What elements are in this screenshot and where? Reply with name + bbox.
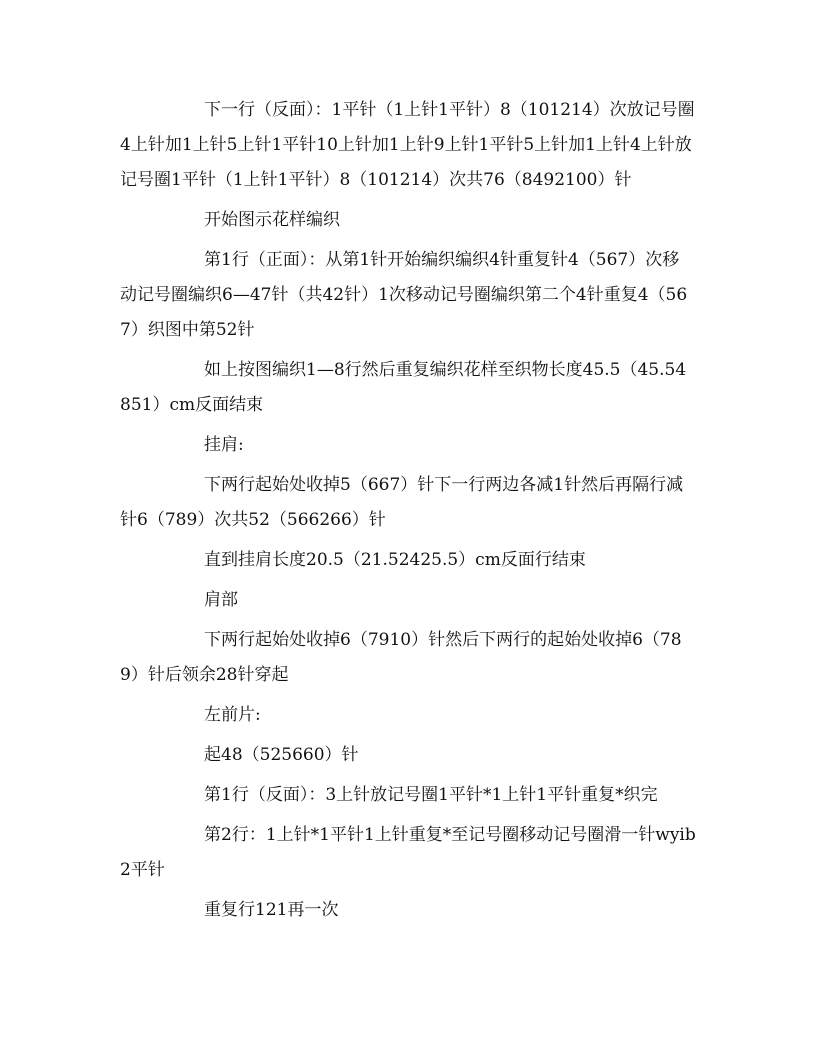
heading-shoulder: 肩部 — [204, 590, 238, 610]
paragraph-left-row-1: 第1行（反面）：3上针放记号圈1平针*1上针1平针重复*织完 — [204, 785, 658, 805]
paragraph-left-row-2: 第2行：1上针*1平针1上针重复*至记号圈移动记号圈滑一针wyib2平针 — [120, 825, 696, 880]
paragraph-repeat-row: 重复行121再一次 — [204, 900, 339, 920]
paragraph-next-row-wrong-side: 下一行（反面）：1平针（1上针1平针）8（101214）次放记号圈4上针加1上针5上针1平针10上针加1上针9上针1平针5上针加1上针4上针放记号圈1平针（1上针1平针）8（101214）次共76（8492100）针 — [120, 100, 695, 190]
heading-left-front: 左前片: — [204, 705, 261, 725]
paragraph-shoulder-bind-off: 下两行起始处收掉6（7910）针然后下两行的起始处收掉6（789）针后领余28针穿起 — [120, 630, 682, 685]
heading-armhole: 挂肩: — [204, 435, 244, 455]
document-body — [120, 93, 696, 933]
paragraph-row-1-right-side: 第1行（正面）：从第1针开始编织编织4针重复针4（567）次移动记号圈编织6—47针（共42针）1次移动记号圈编织第二个4针重复4（567）织图中第52针 — [120, 250, 688, 340]
paragraph-armhole-length: 直到挂肩长度20.5（21.52425.5）cm反面行结束 — [204, 550, 586, 570]
paragraph-armhole-bind-off: 下两行起始处收掉5（667）针下一行两边各减1针然后再隔行减针6（789）次共52（566266）针 — [120, 475, 684, 530]
paragraph-start-chart-pattern: 开始图示花样编织 — [204, 210, 340, 230]
paragraph-cast-on: 起48（525660）针 — [204, 745, 359, 765]
paragraph-repeat-pattern-length: 如上按图编织1—8行然后重复编织花样至织物长度45.5（45.54851）cm反面结束 — [120, 360, 687, 415]
